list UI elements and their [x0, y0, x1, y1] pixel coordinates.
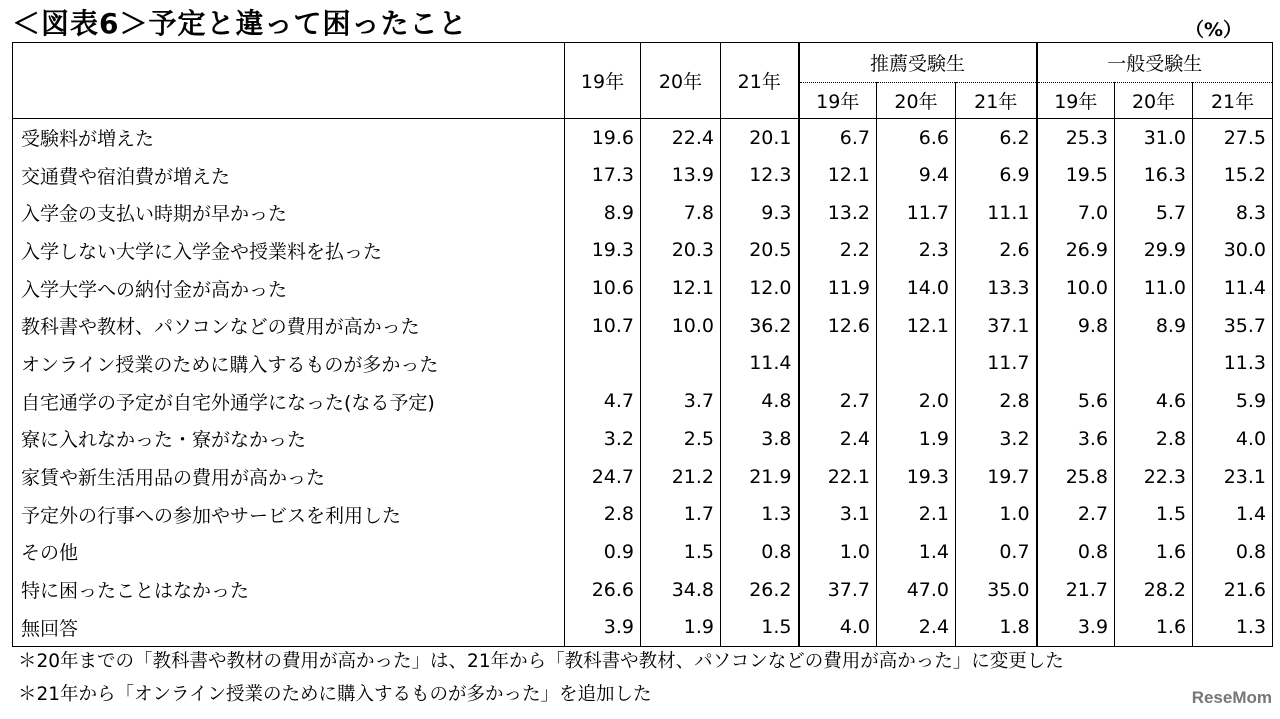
sub-header-gen-20: 20年: [1115, 83, 1193, 119]
sub-header-rec-20: 20年: [877, 83, 956, 119]
value-cell: 4.6: [1115, 382, 1193, 420]
row-label: 予定外の行事への参加やサービスを利用した: [13, 495, 565, 533]
value-cell: 30.0: [1193, 232, 1273, 270]
value-cell: 19.3: [565, 232, 641, 270]
table-row: [13, 232, 1273, 270]
table-row: [13, 345, 1273, 383]
table-row: [13, 533, 1273, 571]
value-cell: 2.4: [877, 608, 956, 646]
value-cell: 35.0: [956, 571, 1037, 609]
value-cell: 28.2: [1115, 571, 1193, 609]
value-cell: 2.0: [877, 382, 956, 420]
value-cell: 20.5: [721, 232, 799, 270]
value-cell: 12.1: [877, 307, 956, 345]
value-cell: 26.2: [721, 571, 799, 609]
value-cell: 29.9: [1115, 232, 1193, 270]
value-cell: 0.8: [721, 533, 799, 571]
value-cell: 12.0: [721, 269, 799, 307]
sub-header-gen-19: 19年: [1037, 83, 1115, 119]
col-header-20: 20年: [641, 43, 721, 119]
sub-header-gen-21: 21年: [1193, 83, 1273, 119]
value-cell: 0.7: [956, 533, 1037, 571]
value-cell: 47.0: [877, 571, 956, 609]
group-header-general: 一般受験生: [1037, 43, 1273, 83]
row-label: 入学大学への納付金が高かった: [13, 269, 565, 307]
value-cell: 20.3: [641, 232, 721, 270]
footnote-2: ＊21年から「オンライン授業のために購入するものが多かった」を追加した: [18, 684, 652, 705]
value-cell: [1037, 345, 1115, 383]
value-cell: 3.6: [1037, 420, 1115, 458]
value-cell: 34.8: [641, 571, 721, 609]
value-cell: 19.6: [565, 119, 641, 157]
value-cell: 37.7: [799, 571, 877, 609]
value-cell: 36.2: [721, 307, 799, 345]
row-label: 入学しない大学に入学金や授業料を払った: [13, 232, 565, 270]
value-cell: 10.7: [565, 307, 641, 345]
value-cell: [565, 345, 641, 383]
value-cell: 1.4: [877, 533, 956, 571]
value-cell: 1.9: [641, 608, 721, 646]
value-cell: 37.1: [956, 307, 1037, 345]
group-header-recommend: 推薦受験生: [799, 43, 1037, 83]
value-cell: 21.2: [641, 458, 721, 496]
value-cell: 1.0: [956, 495, 1037, 533]
value-cell: 1.6: [1115, 533, 1193, 571]
table-row: [13, 495, 1273, 533]
value-cell: 2.1: [877, 495, 956, 533]
row-label: 無回答: [13, 608, 565, 646]
value-cell: 25.3: [1037, 119, 1115, 157]
page-title: ＜図表6＞予定と違って困ったこと: [12, 7, 468, 40]
value-cell: 8.9: [565, 194, 641, 232]
value-cell: 12.1: [799, 156, 877, 194]
value-cell: 2.2: [799, 232, 877, 270]
value-cell: 4.0: [799, 608, 877, 646]
data-table: [12, 42, 1273, 647]
value-cell: 5.9: [1193, 382, 1273, 420]
value-cell: 2.3: [877, 232, 956, 270]
value-cell: 1.5: [721, 608, 799, 646]
footnote-1: ＊20年までの「教科書や教材の費用が高かった」は、21年から「教科書や教材、パソコンなどの費用が高かった」に変更した: [18, 651, 1064, 672]
row-label: 交通費や宿泊費が増えた: [13, 156, 565, 194]
value-cell: 6.7: [799, 119, 877, 157]
row-label: 家賃や新生活用品の費用が高かった: [13, 458, 565, 496]
value-cell: 31.0: [1115, 119, 1193, 157]
value-cell: 14.0: [877, 269, 956, 307]
value-cell: 25.8: [1037, 458, 1115, 496]
value-cell: 3.8: [721, 420, 799, 458]
value-cell: 17.3: [565, 156, 641, 194]
row-label: 教科書や教材、パソコンなどの費用が高かった: [13, 307, 565, 345]
value-cell: 22.1: [799, 458, 877, 496]
sub-header-rec-19: 19年: [799, 83, 877, 119]
value-cell: 6.9: [956, 156, 1037, 194]
value-cell: 4.0: [1193, 420, 1273, 458]
value-cell: 2.8: [565, 495, 641, 533]
value-cell: 1.3: [721, 495, 799, 533]
value-cell: 3.1: [799, 495, 877, 533]
value-cell: 3.2: [565, 420, 641, 458]
table-row: [13, 307, 1273, 345]
table-row: [13, 194, 1273, 232]
value-cell: 21.6: [1193, 571, 1273, 609]
value-cell: 13.3: [956, 269, 1037, 307]
value-cell: 2.8: [956, 382, 1037, 420]
table-row: [13, 458, 1273, 496]
value-cell: 19.3: [877, 458, 956, 496]
value-cell: 3.7: [641, 382, 721, 420]
col-header-21: 21年: [721, 43, 799, 119]
table-row: [13, 382, 1273, 420]
value-cell: 10.0: [1037, 269, 1115, 307]
value-cell: 21.9: [721, 458, 799, 496]
value-cell: 2.4: [799, 420, 877, 458]
table-row: [13, 608, 1273, 646]
table-row: [13, 156, 1273, 194]
site-logo: ReseMom: [1191, 688, 1272, 707]
value-cell: 6.6: [877, 119, 956, 157]
value-cell: 2.8: [1115, 420, 1193, 458]
value-cell: 21.7: [1037, 571, 1115, 609]
value-cell: 23.1: [1193, 458, 1273, 496]
value-cell: 3.9: [1037, 608, 1115, 646]
value-cell: 11.3: [1193, 345, 1273, 383]
value-cell: [1115, 345, 1193, 383]
value-cell: 11.0: [1115, 269, 1193, 307]
row-label: 自宅通学の予定が自宅外通学になった(なる予定): [13, 382, 565, 420]
value-cell: 4.8: [721, 382, 799, 420]
value-cell: 2.5: [641, 420, 721, 458]
value-cell: 7.8: [641, 194, 721, 232]
row-label: その他: [13, 533, 565, 571]
sub-header-rec-21: 21年: [956, 83, 1037, 119]
value-cell: 5.7: [1115, 194, 1193, 232]
value-cell: 1.6: [1115, 608, 1193, 646]
value-cell: [799, 345, 877, 383]
unit-label: （%）: [1184, 19, 1242, 41]
value-cell: 0.9: [565, 533, 641, 571]
value-cell: 13.9: [641, 156, 721, 194]
value-cell: 26.9: [1037, 232, 1115, 270]
table-row: [13, 420, 1273, 458]
value-cell: 0.8: [1193, 533, 1273, 571]
value-cell: [877, 345, 956, 383]
value-cell: 7.0: [1037, 194, 1115, 232]
row-label: 受験料が増えた: [13, 119, 565, 157]
value-cell: 1.4: [1193, 495, 1273, 533]
value-cell: 1.3: [1193, 608, 1273, 646]
value-cell: 1.8: [956, 608, 1037, 646]
value-cell: 12.6: [799, 307, 877, 345]
value-cell: 11.4: [721, 345, 799, 383]
value-cell: 16.3: [1115, 156, 1193, 194]
value-cell: 26.6: [565, 571, 641, 609]
value-cell: 11.7: [956, 345, 1037, 383]
value-cell: 0.8: [1037, 533, 1115, 571]
value-cell: 4.7: [565, 382, 641, 420]
value-cell: 8.9: [1115, 307, 1193, 345]
value-cell: 2.6: [956, 232, 1037, 270]
value-cell: 12.3: [721, 156, 799, 194]
value-cell: 1.9: [877, 420, 956, 458]
value-cell: 24.7: [565, 458, 641, 496]
value-cell: 22.3: [1115, 458, 1193, 496]
value-cell: 6.2: [956, 119, 1037, 157]
value-cell: 11.4: [1193, 269, 1273, 307]
row-label: 入学金の支払い時期が早かった: [13, 194, 565, 232]
value-cell: 10.0: [641, 307, 721, 345]
value-cell: 2.7: [799, 382, 877, 420]
value-cell: 2.7: [1037, 495, 1115, 533]
value-cell: 35.7: [1193, 307, 1273, 345]
value-cell: 22.4: [641, 119, 721, 157]
value-cell: 9.3: [721, 194, 799, 232]
value-cell: 13.2: [799, 194, 877, 232]
value-cell: 11.7: [877, 194, 956, 232]
value-cell: 9.8: [1037, 307, 1115, 345]
value-cell: 12.1: [641, 269, 721, 307]
value-cell: 19.5: [1037, 156, 1115, 194]
header-blank: [13, 43, 565, 119]
col-header-19: 19年: [565, 43, 641, 119]
value-cell: 19.7: [956, 458, 1037, 496]
value-cell: 5.6: [1037, 382, 1115, 420]
value-cell: 15.2: [1193, 156, 1273, 194]
value-cell: 11.1: [956, 194, 1037, 232]
row-label: 寮に入れなかった・寮がなかった: [13, 420, 565, 458]
value-cell: 3.9: [565, 608, 641, 646]
value-cell: 1.5: [641, 533, 721, 571]
table-row: [13, 571, 1273, 609]
row-label: オンライン授業のために購入するものが多かった: [13, 345, 565, 383]
value-cell: 1.0: [799, 533, 877, 571]
value-cell: 3.2: [956, 420, 1037, 458]
row-label: 特に困ったことはなかった: [13, 571, 565, 609]
value-cell: 1.7: [641, 495, 721, 533]
table-row: [13, 119, 1273, 157]
table-body: [13, 119, 1273, 647]
value-cell: 11.9: [799, 269, 877, 307]
value-cell: 8.3: [1193, 194, 1273, 232]
table-row: [13, 269, 1273, 307]
value-cell: [641, 345, 721, 383]
value-cell: 20.1: [721, 119, 799, 157]
value-cell: 10.6: [565, 269, 641, 307]
value-cell: 9.4: [877, 156, 956, 194]
value-cell: 27.5: [1193, 119, 1273, 157]
value-cell: 1.5: [1115, 495, 1193, 533]
